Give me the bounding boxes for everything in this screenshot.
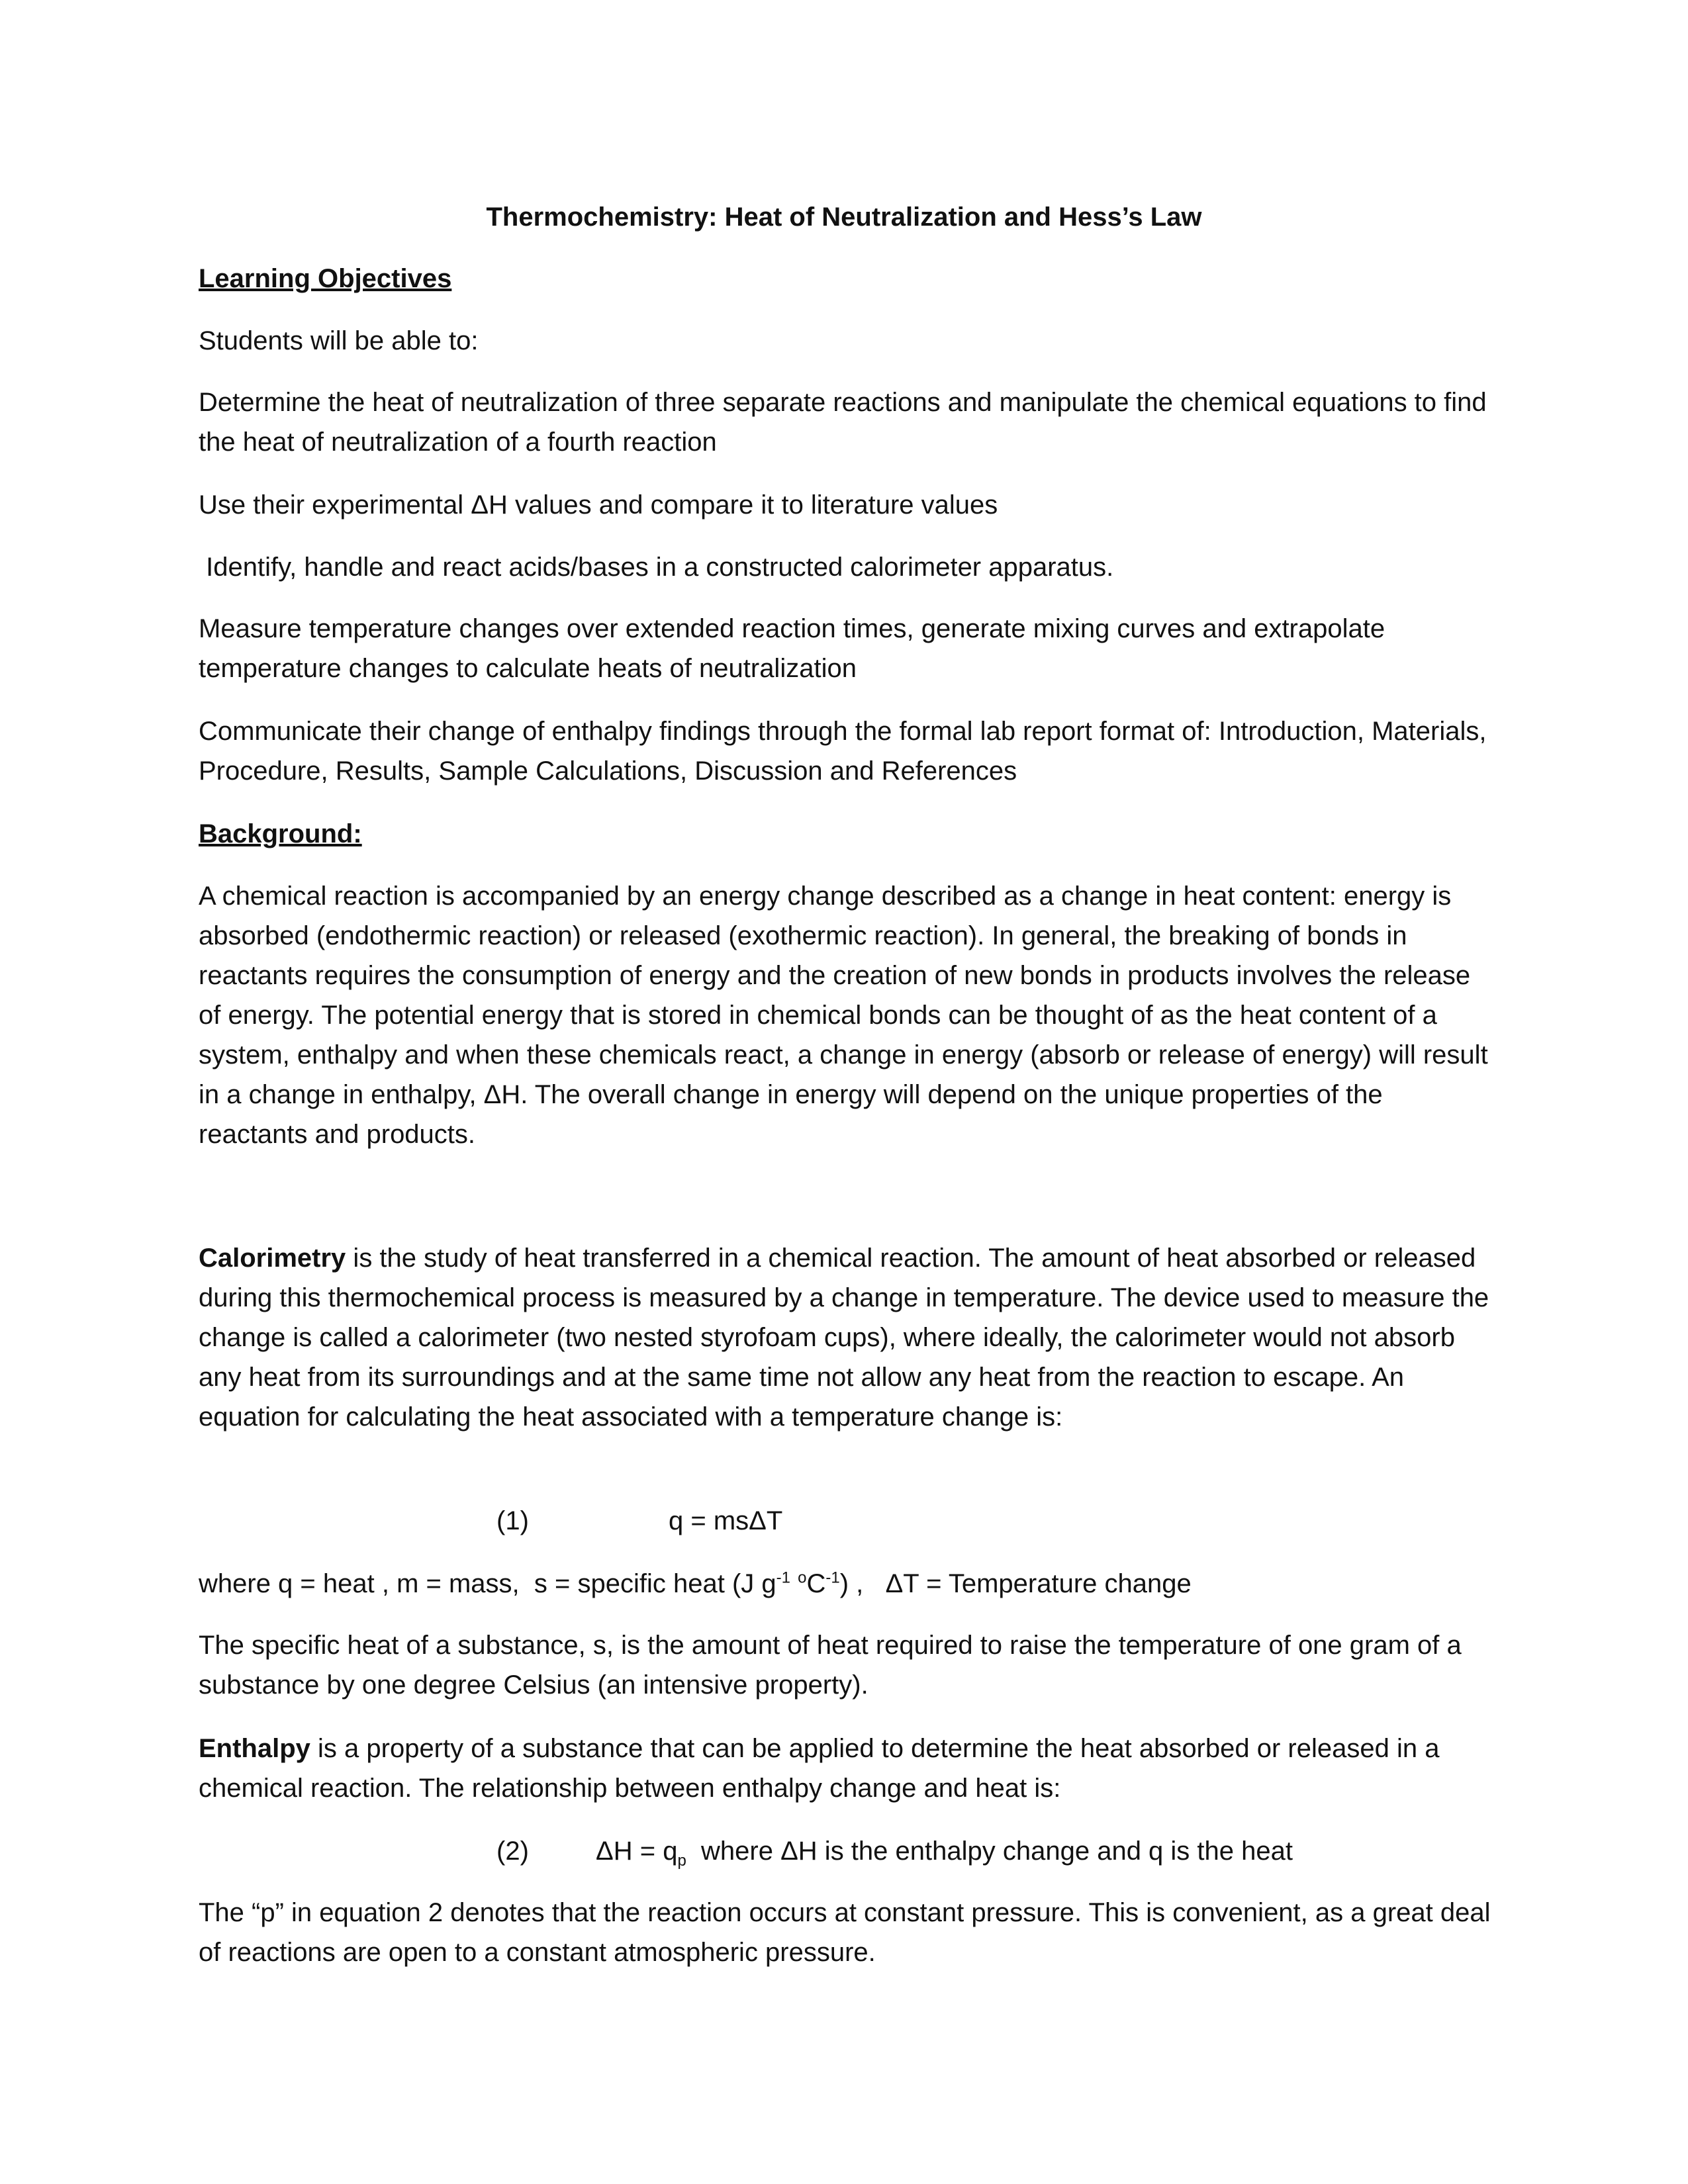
background-paragraph: A chemical reaction is accompanied by an energy change described as a change in heat content: energy is absorbed (endothermic reaction) or released (exothermic reaction). In general, the breaking of bonds in reactants requires the consumption of energy and the creation of new bonds in products involves the release of energy. The potential energy that is stored in chemical bonds can be thought of as the heat content of a system, enthalpy and when these chemicals react, a change in energy (absorb or release of energy) will result in a change in enthalpy, ΔH. The overall change in energy will depend on the unique properties of the reactants and products.	[199, 882, 1488, 1149]
equation-2-description: where ΔH is the enthalpy change and q is the heat	[686, 1837, 1293, 1866]
equation-2-lhs: ΔH = q	[596, 1837, 678, 1866]
objective-item: Use their experimental ΔH values and compare it to literature values	[199, 490, 998, 520]
objective-item: Determine the heat of neutralization of three separate reactions and manipulate the chemical equations to find the heat of neutralization of a fourth reaction	[199, 388, 1487, 457]
document-title: Thermochemistry: Heat of Neutralization and Hess’s Law	[486, 203, 1202, 232]
enthalpy-term: Enthalpy	[199, 1734, 310, 1763]
celsius-unit: C	[806, 1569, 826, 1598]
objectives-intro: Students will be able to:	[199, 326, 479, 355]
pressure-subscript: p	[677, 1852, 686, 1870]
equation-1-formula: q = msΔT	[669, 1506, 783, 1535]
calorimetry-paragraph	[199, 1238, 1496, 1437]
closing-paragraph: The “p” in equation 2 denotes that the reaction occurs at constant pressure. This is convenient, as a great deal of reactions are open to a constant atmospheric pressure.	[199, 1898, 1491, 1967]
unit-exponent: -1	[825, 1569, 840, 1587]
degree-symbol: o	[798, 1569, 807, 1587]
enthalpy-paragraph	[199, 1729, 1496, 1808]
objectives-heading: Learning Objectives	[199, 264, 452, 293]
equation-2-formula	[596, 1831, 1293, 1871]
equation-2-number: (2)	[496, 1837, 529, 1866]
where-prefix: where q = heat , m = mass, s = specific heat (J g	[199, 1569, 776, 1598]
specific-heat-paragraph: The specific heat of a substance, s, is the amount of heat required to raise the temperature of one gram of a substance by one degree Celsius (an intensive property).	[199, 1631, 1462, 1700]
equation-1-number: (1)	[496, 1506, 529, 1535]
objective-item: Communicate their change of enthalpy findings through the formal lab report format of: Introduction, Materials, Procedure, Results, Sample Calculations, Discussion and References	[199, 717, 1487, 786]
calorimetry-text: is the study of heat transferred in a chemical reaction. The amount of heat absorbed or released during this thermochemical process is measured by a change in temperature. The device used to measure the change is called a calorimeter (two nested styrofoam cups), where ideally, the calorimeter would not absorb any heat from its surroundings and at the same time not allow any heat from the reaction to escape. An equation for calculating the heat associated with a temperature change is:	[199, 1244, 1489, 1432]
objective-item: Measure temperature changes over extended reaction times, generate mixing curves and extrapolate temperature changes to calculate heats of neutralization	[199, 614, 1385, 683]
variable-definitions	[199, 1564, 1496, 1604]
unit-exponent: -1	[776, 1569, 790, 1587]
enthalpy-text: is a property of a substance that can be applied to determine the heat absorbed or released in a chemical reaction. The relationship between enthalpy change and heat is:	[199, 1734, 1440, 1803]
background-heading: Background:	[199, 819, 362, 848]
calorimetry-term: Calorimetry	[199, 1244, 346, 1273]
objective-item: Identify, handle and react acids/bases in a constructed calorimeter apparatus.	[199, 553, 1114, 582]
where-space	[790, 1569, 798, 1598]
where-suffix: ) , ΔT = Temperature change	[839, 1569, 1192, 1598]
